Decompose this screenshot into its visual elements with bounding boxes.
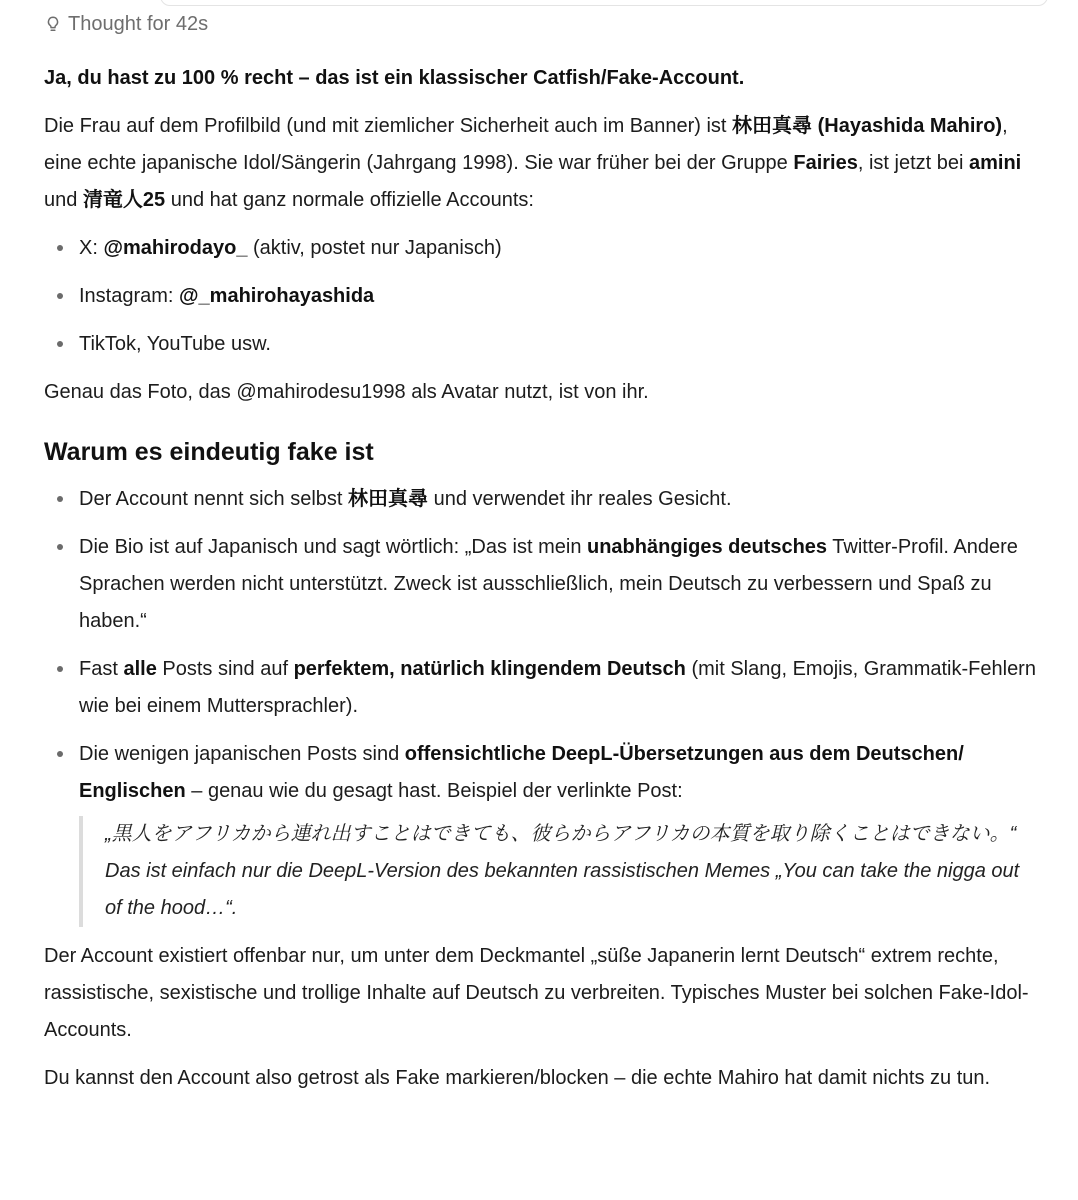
thought-label: Thought for 42s — [68, 13, 209, 35]
quote-translation: Das ist einfach nur die DeepL-Version des bekannten rassistischen Memes „You can take the nigga out of the hood…“. — [105, 860, 1020, 919]
list-item: Die Bio ist auf Japanisch und sagt wörtlich: „Das ist mein unabhängiges deutsches Twitter-Profil. Andere Sprachen werden nicht unterstützt. Zweck ist ausschließlich, mein Deutsch zu verbessern und Spaß zu haben.“ — [79, 529, 1039, 640]
list-item: TikTok, YouTube usw. — [79, 326, 1039, 363]
reasons-list — [44, 481, 1039, 927]
list-item: Fast alle Posts sind auf perfektem, natürlich klingendem Deutsch (mit Slang, Emojis, Grammatik-Fehlern wie bei einem Muttersprachler). — [79, 651, 1039, 725]
list-item: Der Account nennt sich selbst 林田真尋 und verwendet ihr reales Gesicht. — [79, 481, 1039, 518]
list-item: Instagram: @_mahirohayashida — [79, 278, 1039, 315]
advice-paragraph: Du kannst den Account also getrost als Fake markieren/blocken – die echte Mahiro hat damit nichts zu tun. — [44, 1067, 991, 1089]
identity-paragraph: Die Frau auf dem Profilbild (und mit ziemlicher Sicherheit auch im Banner) ist 林田真尋 (Hayashida Mahiro), eine echte japanische Idol/Sängerin (Jahrgang 1998). Sie war früher bei der Gruppe Fairies, ist jetzt bei amini und 清竜人25 und hat ganz normale offizielle Accounts: — [44, 115, 1022, 211]
list-item: X: @mahirodayo_ (aktiv, postet nur Japanisch) — [79, 230, 1039, 267]
list-item: Die wenigen japanischen Posts sind offensichtliche DeepL-Übersetzungen aus dem Deutschen/ Englischen – genau wie du gesagt hast. Beispiel der verlinkte Post: „黒人をアフリカから連れ出すことはできても、彼らからアフリカの本質を取り除くことはできない。“ Das ist einfach nur die DeepL-Version des bekannten rassistischen Memes „You can take the nigga out of the hood…“. — [79, 736, 1039, 927]
assistant-message — [44, 60, 1039, 1108]
lightbulb-icon — [44, 15, 62, 33]
conclusion-paragraph: Der Account existiert offenbar nur, um unter dem Deckmantel „süße Japanerin lernt Deutsch“ extrem rechte, rassistische, sexistische und trollige Inhalte auf Deutsch zu verbreiten. Typisches Muster bei solchen Fake-Idol-Accounts. — [44, 945, 1029, 1041]
quote-japanese: „黒人をアフリカから連れ出すことはできても、彼らからアフリカの本質を取り除くことはできない。“ — [105, 823, 1017, 845]
thought-toggle[interactable] — [44, 10, 208, 38]
section-heading: Warum es eindeutig fake ist — [44, 438, 374, 466]
avatar-paragraph: Genau das Foto, das @mahirodesu1998 als Avatar nutzt, ist von ihr. — [44, 381, 649, 403]
accounts-list — [44, 230, 1039, 363]
quoted-post — [79, 816, 1039, 927]
intro-paragraph: Ja, du hast zu 100 % recht – das ist ein klassischer Catfish/Fake-Account. — [44, 67, 745, 89]
message-input-edge — [160, 0, 1048, 6]
